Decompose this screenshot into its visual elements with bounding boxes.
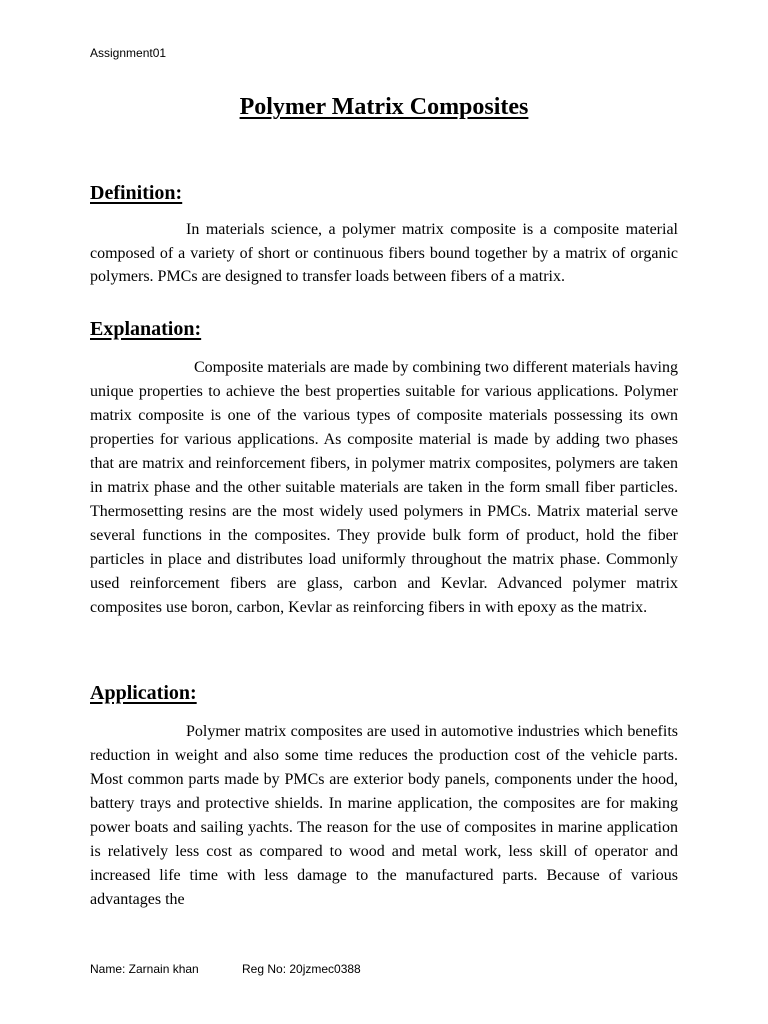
assignment-label: Assignment01 <box>90 46 167 60</box>
explanation-paragraph: Composite materials are made by combining two different materials having unique properties to achieve the best properties suitable for various applications. Polymer matrix composite is one of the various types of composite materials possessing its own properties for various applications. As composite material is made by adding two phases that are matrix and reinforcement fibers, in polymer matrix composites, polymers are taken in matrix phase and the other suitable materials are taken in the form small fiber particles. Thermosetting resins are the most widely used polymers in PMCs. Matrix material serve several functions in the composites. They provide bulk form of product, hold the fiber particles in place and distributes load uniformly throughout the matrix phase. Commonly used reinforcement fibers are glass, carbon and Kevlar. Advanced polymer matrix composites use boron, carbon, Kevlar as reinforcing fibers in with epoxy as the matrix. <box>90 359 678 616</box>
application-heading: Application: <box>90 682 197 704</box>
explanation-heading: Explanation: <box>90 318 202 340</box>
document-title: Polymer Matrix Composites <box>239 94 529 120</box>
definition-paragraph: In materials science, a polymer matrix composite is a composite material composed of a variety of short or continuous fibers bound together by a matrix of organic polymers. PMCs are designed to transfer loads between fibers of a matrix. <box>90 221 678 285</box>
footer-reg-number: Reg No: 20jzmec0388 <box>242 962 361 976</box>
footer-name: Name: Zarnain khan <box>90 962 199 976</box>
application-paragraph: Polymer matrix composites are used in automotive industries which benefits reduction in weight and also some time reduces the production cost of the vehicle parts. Most common parts made by PMCs are exterior body panels, components under the hood, battery trays and protective shields. In marine application, the composites are for making power boats and sailing yachts. The reason for the use of composites in marine application is relatively less cost as compared to wood and metal work, less skill of operator and increased life time with less damage to the manufactured parts. Because of various advantages the <box>90 723 678 908</box>
definition-heading: Definition: <box>90 182 183 204</box>
